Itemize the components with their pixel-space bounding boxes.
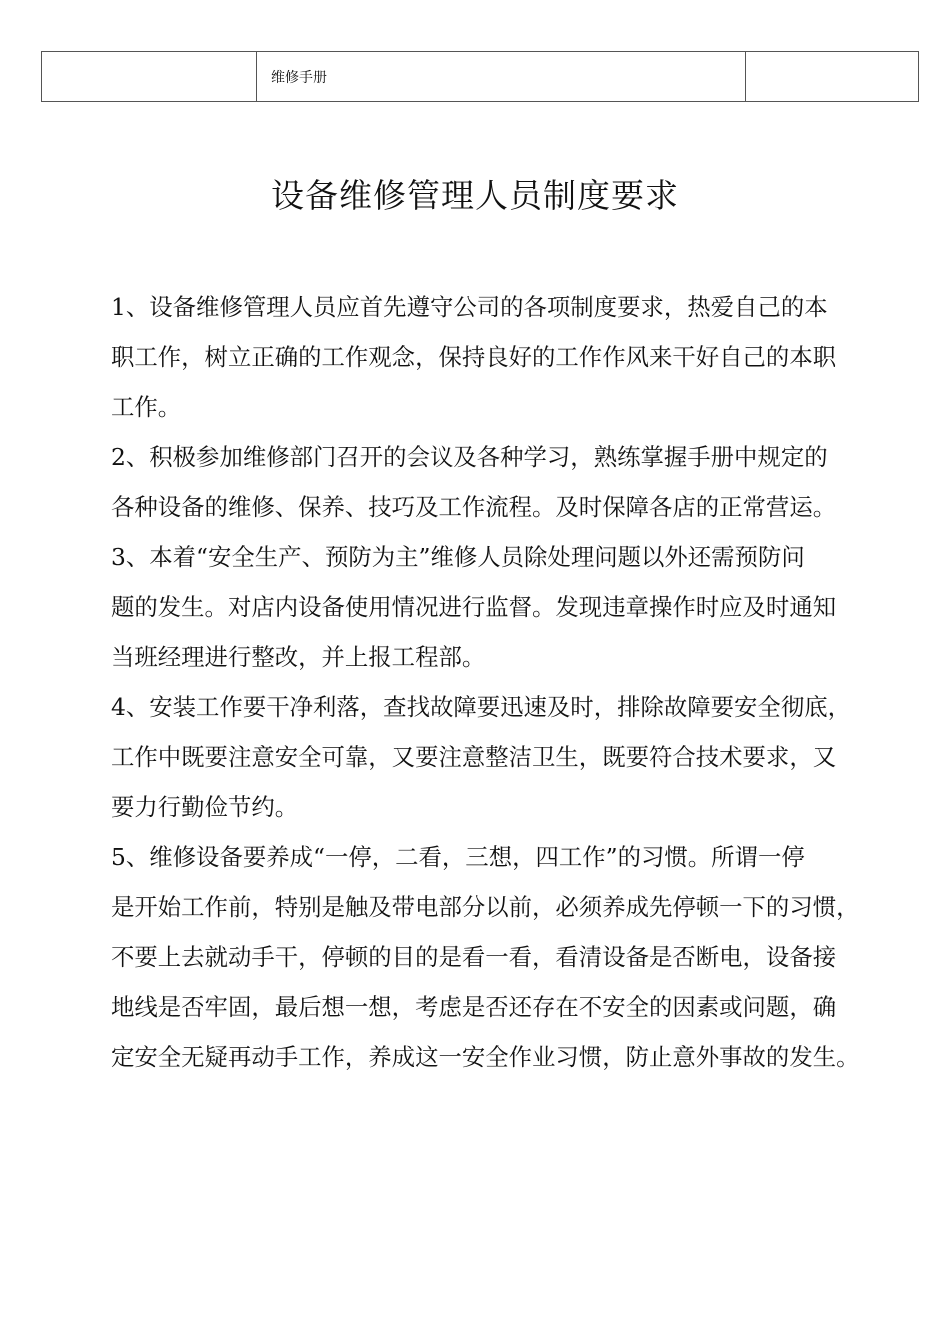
paragraph-5: [111, 832, 913, 1082]
paragraph-line: 2、积极参加维修部门召开的会议及各种学习，熟练掌握手册中规定的: [111, 443, 828, 471]
paragraph-line: 是开始工作前，特别是触及带电部分以前，必须养成先停顿一下的习惯，: [111, 893, 860, 921]
paragraph-2: [111, 432, 913, 532]
paragraph-line: 要力行勤俭节约。: [111, 793, 299, 821]
header-manual-label: 维修手册: [257, 52, 746, 102]
paragraph-1: [111, 282, 913, 432]
header-table: [41, 51, 919, 102]
paragraph-line: 工作中既要注意安全可靠，又要注意整洁卫生，既要符合技术要求，又: [111, 743, 837, 771]
paragraph-line: 地线是否牢固，最后想一想，考虑是否还存在不安全的因素或问题，确: [111, 993, 837, 1021]
header-left-cell: [42, 52, 257, 102]
paragraph-line: 5、维修设备要养成“一停，二看，三想，四工作”的习惯。所谓一停: [111, 843, 805, 871]
header-right-cell: [746, 52, 919, 102]
paragraph-4: [111, 682, 913, 832]
paragraph-line: 4、安装工作要干净利落，查找故障要迅速及时，排除故障要安全彻底，: [111, 693, 851, 721]
paragraph-line: 1、设备维修管理人员应首先遵守公司的各项制度要求，热爱自己的本: [111, 293, 828, 321]
paragraph-line: 3、本着“安全生产、预防为主”维修人员除处理问题以外还需预防问: [111, 543, 805, 571]
document-title: 设备维修管理人员制度要求: [271, 176, 679, 215]
paragraph-line: 不要上去就动手干，停顿的目的是看一看，看清设备是否断电，设备接: [111, 943, 837, 971]
paragraph-line: 当班经理进行整改，并上报工程部。: [111, 643, 486, 671]
paragraph-3: [111, 532, 913, 682]
paragraph-line: 工作。: [111, 393, 182, 421]
paragraph-line: 题的发生。对店内设备使用情况进行监督。发现违章操作时应及时通知: [111, 593, 837, 621]
paragraph-line: 定安全无疑再动手工作，养成这一安全作业习惯，防止意外事故的发生。: [111, 1043, 860, 1071]
paragraph-line: 职工作，树立正确的工作观念，保持良好的工作作风来干好自己的本职: [111, 343, 837, 371]
paragraph-line: 各种设备的维修、保养、技巧及工作流程。及时保障各店的正常营运。: [111, 493, 837, 521]
document-body: [111, 282, 913, 1082]
